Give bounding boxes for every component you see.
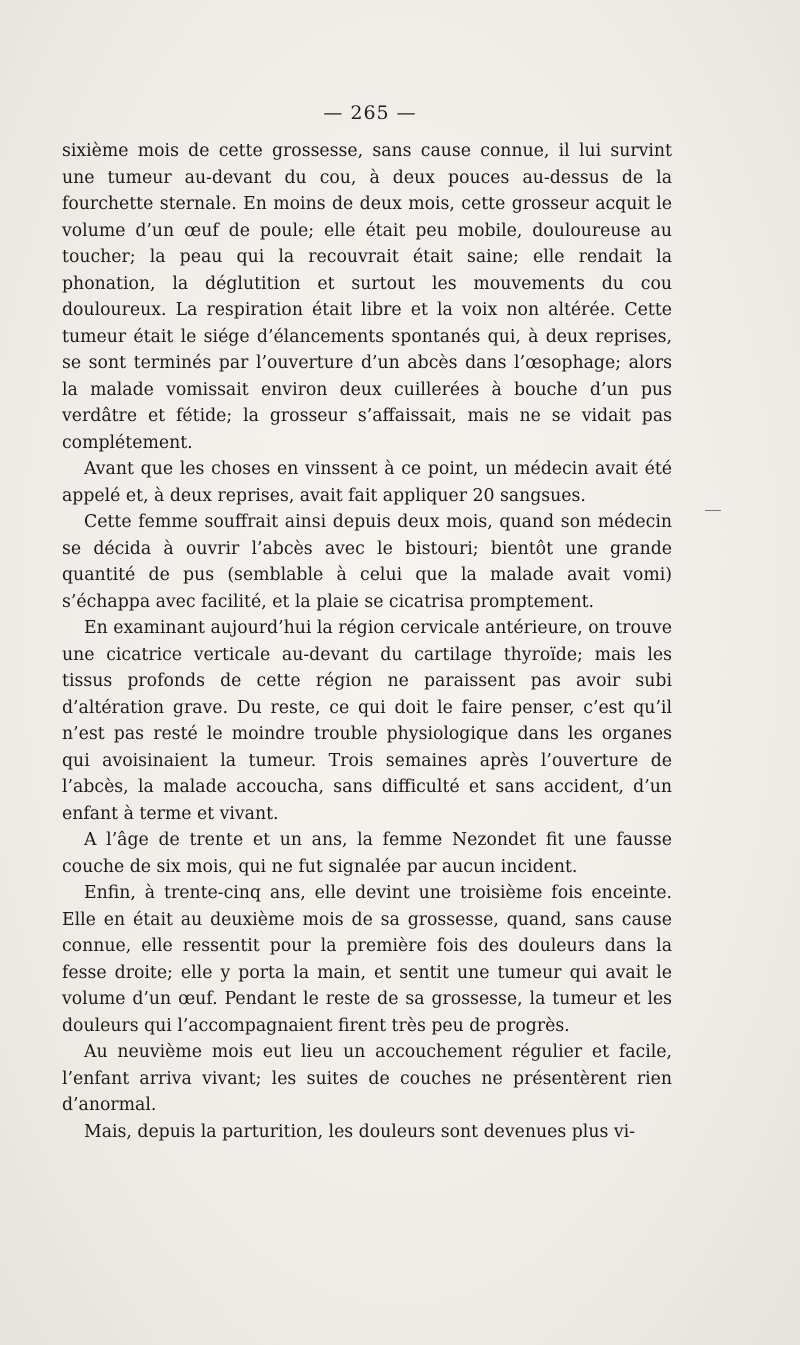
paragraph: Au neuvième mois eut lieu un accouchement régulier et facile, l’enfant arriva vivant; les suites de couches ne présentèrent rien d’anormal. — [62, 1042, 672, 1115]
page-number: — 265 — — [323, 102, 417, 124]
margin-dash — [705, 510, 721, 511]
paragraph: Mais, depuis la parturition, les douleurs sont devenues plus vi- — [84, 1121, 635, 1142]
paragraph: Cette femme souffrait ainsi depuis deux mois, quand son médecin se décida à ouvrir l’abcès avec le bistouri; bientôt une grande quantité de pus (semblable à celui que la malade avait vomi) s’échappa avec facilité, et la plaie se cicatrisa promptement. — [62, 512, 672, 612]
paragraph: A l’âge de trente et un ans, la femme Nezondet fit une fausse couche de six mois, qui ne fut signalée par aucun incident. — [62, 830, 672, 877]
paragraph: En examinant aujourd’hui la région cervicale antérieure, on trouve une cicatrice verticale au-devant du cartilage thyroïde; mais les tissus profonds de cette région ne paraissent pas avoir subi d’altération grave. Du reste, ce qui doit le faire penser, c’est qu’il n’est pas resté le moindre trouble physiologique dans les organes qui avoisinaient la tumeur. Trois semaines après l’ouverture de l’abcès, la malade accoucha, sans difficulté et sans accident, d’un enfant à terme et vivant. — [62, 618, 672, 824]
body-text — [62, 138, 672, 1145]
paragraph: Avant que les choses en vinssent à ce point, un médecin avait été appelé et, à deux reprises, avait fait appliquer 20 sangsues. — [62, 459, 672, 506]
paragraph: sixième mois de cette grossesse, sans cause connue, il lui survint une tumeur au-devant du cou, à deux pouces au-dessus de la fourchette sternale. En moins de deux mois, cette grosseur acquit le volume d’un œuf de poule; elle était peu mobile, douloureuse au toucher; la peau qui la recouvrait était saine; elle rendait la phonation, la déglutition et surtout les mouvements du cou douloureux. La respiration était libre et la voix non altérée. Cette tumeur était le siége d’élancements spontanés qui, à deux reprises, se sont terminés par l’ouverture d’un abcès dans l’œsophage; alors la malade vomissait environ deux cuillerées à bouche d’un pus verdâtre et fétide; la grosseur s’affaissait, mais ne se vidait pas complétement. — [62, 141, 672, 453]
paragraph: Enfin, à trente-cinq ans, elle devint une troisième fois enceinte. Elle en était au deuxième mois de sa grossesse, quand, sans cause connue, elle ressentit pour la première fois des douleurs dans la fesse droite; elle y porta la main, et sentit une tumeur qui avait le volume d’un œuf. Pendant le reste de sa grossesse, la tumeur et les douleurs qui l’accompagnaient firent très peu de progrès. — [62, 883, 672, 1036]
